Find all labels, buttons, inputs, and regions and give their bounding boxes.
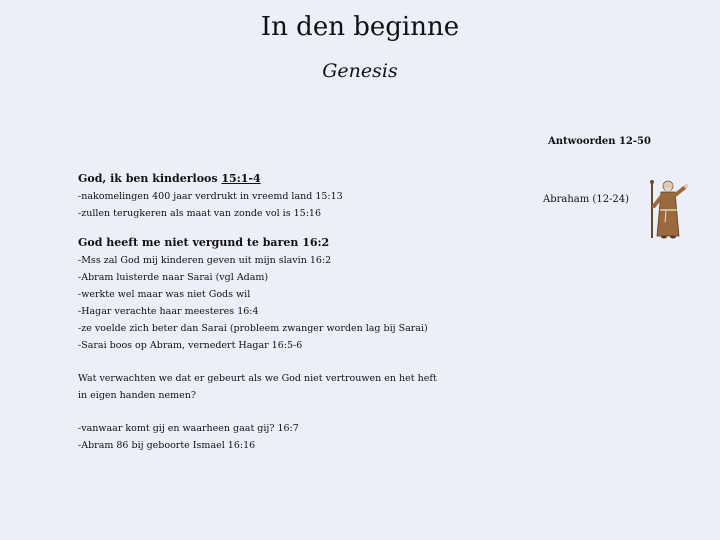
heading-text: God, ik ben kinderloos	[78, 172, 222, 185]
heading-text: God heeft me niet vergund te baren	[78, 236, 303, 249]
slide-content	[78, 170, 518, 454]
bullet-line: -nakomelingen 400 jaar verdrukt in vreemd land 15:13	[78, 191, 343, 202]
section-heading-kinderloos	[78, 170, 518, 188]
slide-title: In den beginne	[260, 12, 460, 42]
question-line: in eigen handen nemen?	[78, 390, 197, 401]
bullet-line: -zullen terugkeren als maat van zonde vol is 15:16	[78, 208, 321, 219]
heading-reference: 16:2	[302, 236, 330, 249]
slide-subtitle: Genesis	[322, 60, 398, 82]
reflection-question	[78, 370, 518, 404]
bullet-line: -vanwaar komt gij en waarheen gaat gij? 16:7	[78, 423, 299, 434]
bullet-line: -werkte wel maar was niet Gods wil	[78, 289, 251, 300]
bullet-line: -Abram 86 bij geboorte Ismael 16:16	[78, 440, 256, 451]
answers-heading: Antwoorden 12-50	[548, 136, 651, 147]
abraham-label: Abraham (12-24)	[543, 194, 630, 205]
bullet-line: -ze voelde zich beter dan Sarai (probleem zwanger worden lag bij Sarai)	[78, 323, 428, 334]
bullet-line: -Hagar verachte haar meesteres 16:4	[78, 306, 259, 317]
bullet-line: -Abram luisterde naar Sarai (vgl Adam)	[78, 272, 269, 283]
bullet-line: -Mss zal God mij kinderen geven uit mijn slavin 16:2	[78, 255, 332, 266]
question-line: Wat verwachten we dat er gebeurt als we God niet vertrouwen en het heft	[78, 373, 437, 384]
heading-reference: 15:1-4	[221, 172, 261, 185]
bullet-line: -Sarai boos op Abram, vernedert Hagar 16:5-6	[78, 340, 303, 351]
monk-figure-icon	[646, 176, 694, 240]
section-heading-niet-vergund	[78, 234, 518, 252]
